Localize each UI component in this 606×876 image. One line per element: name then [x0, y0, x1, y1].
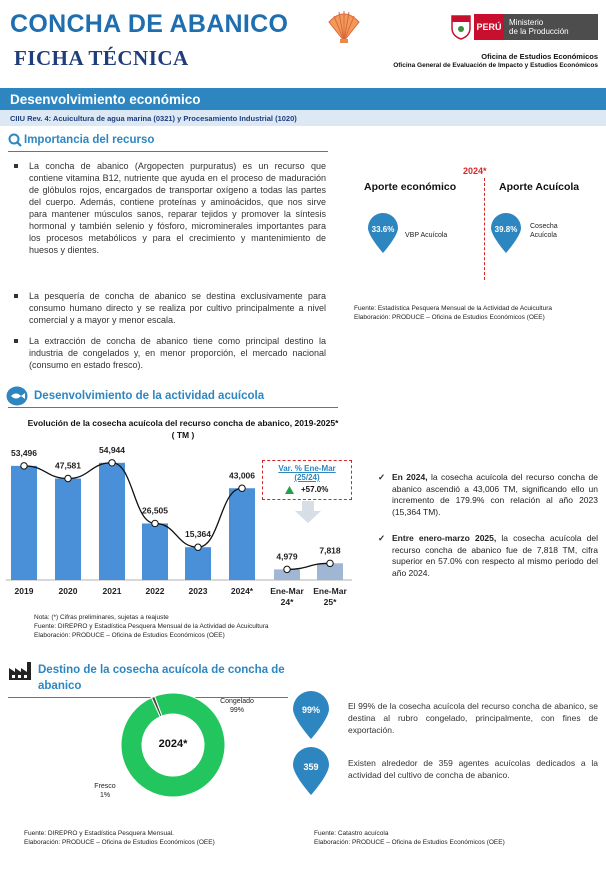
section-band: Desenvolvimiento económico — [0, 88, 606, 110]
cosecha-label-line2: Acuícola — [530, 232, 557, 239]
activity-text-1 — [392, 472, 598, 518]
chart-data-label: 53,496 — [11, 447, 37, 458]
check-icon: ✓ — [378, 533, 386, 543]
chart-point — [284, 566, 290, 572]
chart-data-label: 7,818 — [319, 545, 341, 556]
logo-country: PERÚ — [474, 14, 504, 40]
aporte-economico-title: Aporte económico — [364, 181, 457, 193]
congelado-label-name: Congelado — [220, 698, 254, 705]
page-title: CONCHA DE ABANICO — [10, 10, 289, 38]
chart-point — [109, 460, 115, 466]
chart-tick-label: 2020 — [58, 586, 78, 596]
check-icon: ✓ — [378, 472, 386, 482]
destino-title-line2: abanico — [38, 680, 82, 692]
cosecha-label — [530, 222, 558, 240]
aporte-acuicola-title: Aporte Acuícola — [499, 181, 580, 193]
fresco-label-value: 1% — [99, 792, 111, 799]
chart-tick-label: 2024* — [230, 586, 254, 596]
var-box — [262, 460, 352, 500]
chart-data-label: 26,505 — [142, 505, 168, 516]
activity-source: Fuente: DIREPRO y Estadística Pesquera Mensual de la Actividad de Acuicultura — [34, 623, 269, 630]
chart-tick-label: 2021 — [102, 586, 122, 596]
activity-text-1-body: la cosecha acuícola del recurso concha de abanico ascendió a 43,006 TM, significando ello un incremento de 179.9% con relación al año 2023 (15,364 TM). — [392, 472, 599, 517]
bullet-item — [14, 335, 329, 371]
chart-tick-label: Ene-Mar — [313, 586, 347, 596]
bullet-marker — [14, 164, 18, 168]
chart-unit: ( TM ) — [171, 430, 195, 440]
pin-359-value: 359 — [303, 762, 319, 772]
chart-bar — [185, 547, 211, 580]
chart-data-label: 47,581 — [55, 460, 81, 471]
bullet-item — [14, 290, 329, 326]
activity-text-2-body: la cosecha acuícola del recurso concha de abanico fue de 7,818 TM, cifra superior en 57.0% con respecto al mismo periodo del año 2024. — [392, 533, 598, 578]
vbp-label: VBP Acuícola — [405, 232, 448, 239]
bullet-text: La extracción de concha de abanico tiene como principal destino la industria de congelados y, en menor proporción, el mercado nacional (consumo en estado fresco). — [29, 336, 326, 370]
chart-data-label: 43,006 — [229, 470, 255, 481]
activity-elaboration: Elaboración: PRODUCE – Oficina de Estudios Económicos (OEE) — [34, 632, 225, 639]
chart-tick-label: 2023 — [188, 586, 208, 596]
destino-elab-right: Elaboración: PRODUCE – Oficina de Estudios Económicos (OEE) — [314, 839, 505, 846]
destino-elab-left: Elaboración: PRODUCE – Oficina de Estudios Económicos (OEE) — [24, 839, 215, 846]
chart-data-label: 54,944 — [99, 444, 125, 455]
chart-bar — [55, 478, 81, 580]
vbp-value: 33.6% — [371, 225, 395, 234]
location-pin-icon — [292, 690, 330, 740]
cosecha-label-line1: Cosecha — [530, 223, 558, 230]
aporte-divider — [484, 178, 485, 280]
chart-point — [195, 544, 201, 550]
activity-note: Nota: (*) Cifras preliminares, sujetas a reajuste — [34, 614, 169, 621]
chart-bar — [229, 488, 255, 580]
shell-icon — [326, 8, 362, 44]
fresco-label-name: Fresco — [94, 783, 116, 790]
aporte-elaboration: Elaboración: PRODUCE – Oficina de Estudios Económicos (OEE) — [354, 314, 545, 321]
chart-point — [65, 475, 71, 481]
triangle-up-icon — [285, 486, 294, 494]
bullet-marker — [14, 294, 18, 298]
bullet-item — [14, 160, 329, 256]
destino-title: Destino de la cosecha acuícola de concha de — [38, 664, 285, 676]
chart-point — [239, 485, 245, 491]
arrow-down-icon — [294, 501, 322, 523]
chart-point — [327, 560, 333, 566]
chart-point — [21, 463, 27, 469]
chart-tick-label: 24* — [280, 597, 294, 607]
chart-bar — [142, 523, 168, 580]
chart-tick-label: 2022 — [145, 586, 165, 596]
var-box-line2: (25/24) — [294, 473, 320, 482]
fresco-label — [80, 782, 130, 800]
pin-99-value: 99% — [301, 705, 320, 715]
aporte-source: Fuente: Estadística Pesquera Mensual de la Actividad de Acuicultura — [354, 305, 553, 312]
congelado-label-value: 99% — [229, 707, 244, 714]
page-subtitle: FICHA TÉCNICA — [14, 46, 189, 70]
bullet-text: La pesquería de concha de abanico se destina exclusivamente para consumo humano directo y se realiza por cultivo principalmente a nivel comercial y a mayor y menor escala. — [29, 291, 326, 325]
fish-icon — [6, 386, 28, 406]
office-general-name: Oficina General de Evaluación de Impacto y Estudios Económicos — [393, 62, 598, 69]
activity-text-2-bold: Entre enero-marzo 2025, — [392, 533, 497, 543]
congelado-label — [212, 697, 262, 715]
var-value: +57.0% — [301, 485, 329, 494]
aporte-year: 2024* — [463, 166, 487, 176]
destino-source-right: Fuente: Catastro acuícola — [314, 830, 389, 837]
chart-point — [152, 520, 158, 526]
activity-text-2 — [392, 533, 598, 579]
logo-ministry-line2: de la Producción — [509, 27, 569, 36]
chart-data-label: 4,979 — [276, 551, 298, 562]
factory-icon — [8, 660, 34, 680]
activity-divider — [8, 407, 338, 408]
var-box-line1: Var. % Ene-Mar — [278, 464, 336, 473]
bullet-marker — [14, 339, 18, 343]
ciiu-line: CIIU Rev. 4: Acuicultura de agua marina (0321) y Procesamiento Industrial (1020) — [0, 110, 606, 126]
donut-center-label: 2024* — [158, 738, 188, 750]
activity-title: Desenvolvimiento de la actividad acuícola — [34, 390, 265, 402]
bullet-text: La concha de abanico (Argopecten purpuratus) es un recurso que contiene vitamina B12, nutriente que ayuda en el proceso de maduración de glóbulos rojos, encargados de transportar oxígeno a todas las partes del cuerpo. Además, contiene proteínas y aminoácidos, que nos sirve para mantener músculos sanos, reparar tejidos y promover la síntesis hormonal y también selenio y fósforo, microminerales importantes para los procesos metabólicos y para el crecimiento y mantenimiento de huesos y dientes. — [29, 161, 326, 255]
shield-icon — [450, 14, 472, 40]
chart-tick-label: 25* — [323, 597, 337, 607]
cosecha-share-value: 39.8% — [494, 225, 518, 234]
chart-title: Evolución de la cosecha acuícola del recurso concha de abanico, 2019-2025* — [27, 418, 339, 428]
logo-ministry-line1: Ministerio — [509, 18, 544, 27]
destino-text-1: El 99% de la cosecha acuícola del recurso concha de abanico, se destina al rubro congelado, principalmente, con fines de exportación. — [348, 701, 598, 735]
chart-data-label: 15,364 — [185, 529, 211, 540]
activity-text-1-bold: En 2024, — [392, 472, 428, 482]
logo-ministry — [504, 14, 598, 40]
produce-logo — [450, 14, 600, 48]
destino-source-left: Fuente: DIREPRO y Estadística Pesquera Mensual. — [24, 830, 174, 837]
chart-bar — [11, 466, 37, 580]
chart-tick-label: 2019 — [14, 586, 34, 596]
destino-text-2: Existen alrededor de 359 agentes acuícolas dedicados a la actividad del cultivo de concha de abanico. — [348, 758, 598, 780]
importance-divider — [8, 151, 328, 152]
search-icon — [8, 133, 22, 147]
office-name: Oficina de Estudios Económicos — [481, 52, 598, 61]
chart-tick-label: Ene-Mar — [270, 586, 304, 596]
chart-bar — [99, 463, 125, 580]
importance-title: Importancia del recurso — [24, 134, 155, 146]
